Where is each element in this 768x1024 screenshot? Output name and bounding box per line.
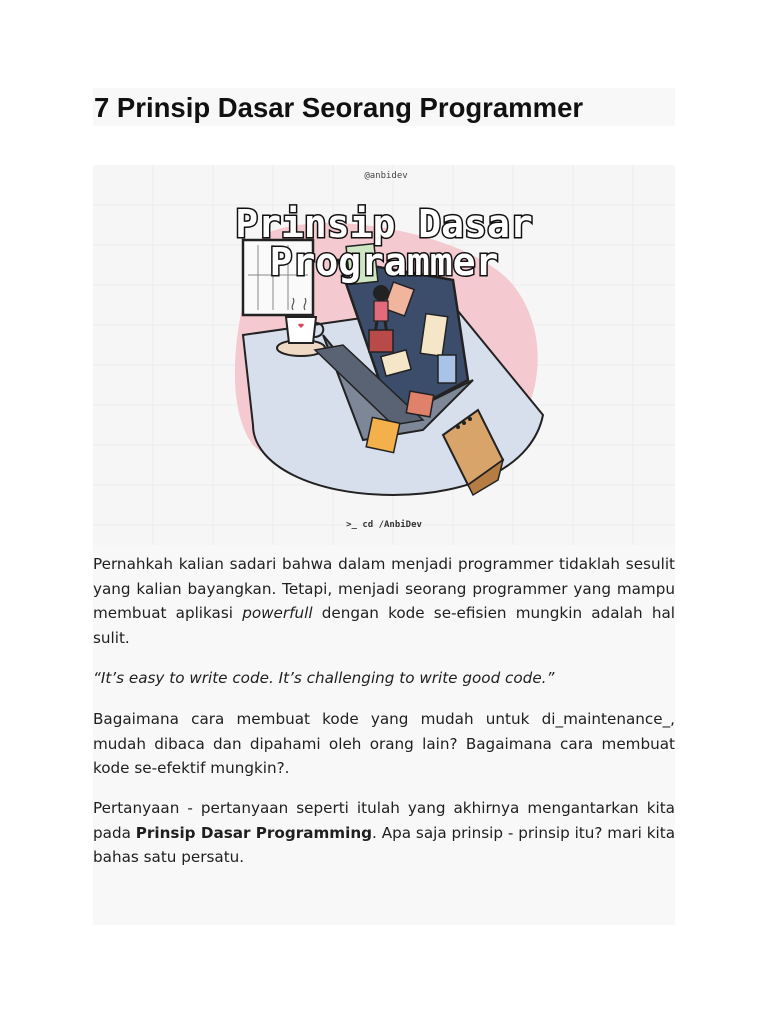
transition-text-start: Pertanyaan - pertanyaan seperti itulah yang akhirnya mengantarkan kita pada [93,799,675,842]
transition-bold-term: Prinsip Dasar Programming [135,823,373,842]
figure-headline-line1: Prinsip Dasar [235,202,533,246]
figure-headline-line2: Programmer [269,240,499,284]
sticky-note [420,314,447,357]
sticky-note [406,391,433,417]
figure-footer-command: >_ cd /AnbiDev [346,520,422,530]
page-title: 7 Prinsip Dasar Seorang Programmer [94,92,584,123]
question-paragraph: Bagaimana cara membuat kode yang mudah untuk di_maintenance_, mudah dibaca dan dipahami oleh orang lain? Bagaimana cara membuat kode se-efektif mungkin?. [93,710,675,777]
cover-illustration [93,165,675,545]
quote-paragraph: “It’s easy to write code. It’s challenging to write good code.” [93,669,555,687]
sticky-note [438,355,456,383]
sticky-note [366,417,400,452]
transition-paragraph [93,796,675,870]
intro-italic-term: powerfull [242,604,313,622]
intro-text-start: Pernahkah kalian sadari bahwa dalam menjadi programmer tidaklah sesulit yang kalian bayangkan. Tetapi, menjadi seorang programmer yang mampu membuat aplikasi [93,555,675,622]
intro-paragraph [93,552,675,650]
figure-handle: @anbidev [364,171,408,181]
intro-text-end: dengan kode se-efisien mungkin adalah hal sulit. [93,604,675,647]
transition-text-end: . Apa saja prinsip - prinsip itu? mari kita bahas satu persatu. [93,823,675,866]
